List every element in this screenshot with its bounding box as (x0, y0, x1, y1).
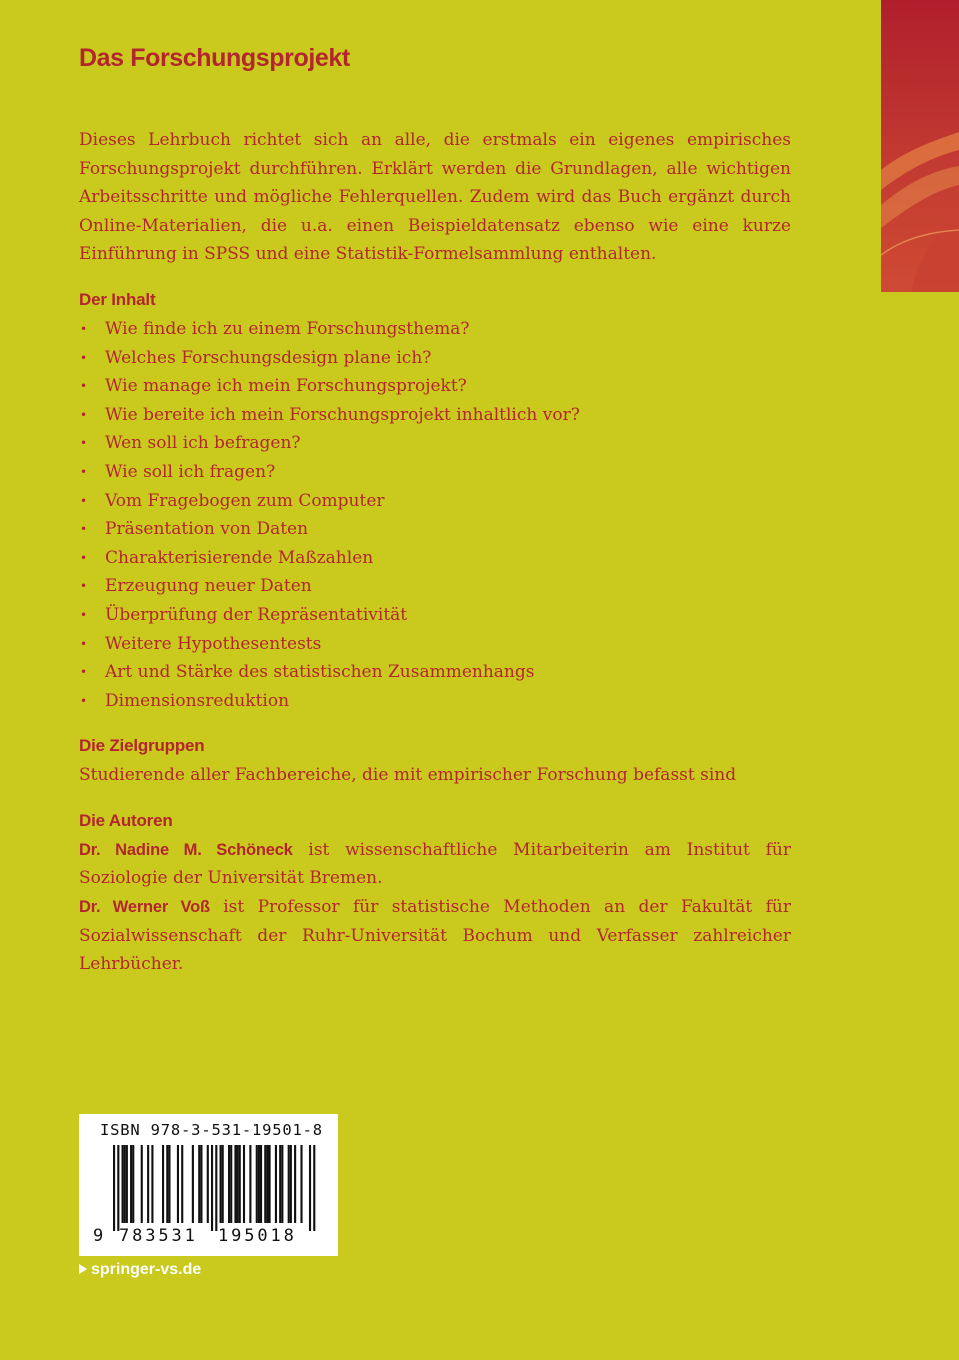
bullet-icon: • (80, 350, 88, 365)
author-voss-bio (79, 893, 791, 979)
barcode-bar (126, 1145, 128, 1223)
contents-list-item (79, 401, 791, 430)
bullet-icon: • (80, 693, 88, 708)
contents-list-item (79, 344, 791, 373)
contents-item-text: Überprüfung der Repräsentativität (105, 604, 408, 625)
barcode-bar (198, 1145, 200, 1223)
barcode-bar (266, 1145, 268, 1223)
barcode-bar (294, 1145, 296, 1223)
contents-list-item (79, 630, 791, 659)
bullet-icon: • (80, 379, 88, 394)
contents-list-item (79, 429, 791, 458)
author-schoeneck-name: Dr. Nadine M. Schöneck (79, 840, 293, 859)
contents-list (79, 315, 791, 715)
barcode-bar (260, 1145, 262, 1223)
decorative-corner-graphic (881, 0, 959, 292)
author-schoeneck-text: ist wissenschaftliche Mitarbeiterin am Institut für Soziologie der Universität Bremen. (79, 839, 791, 889)
barcode-bar (168, 1145, 170, 1223)
contents-item-text: Vom Fragebogen zum Computer (105, 490, 385, 511)
contents-list-item (79, 515, 791, 544)
contents-list-item (79, 487, 791, 516)
barcode-bar (309, 1145, 311, 1231)
arrow-right-icon (79, 1264, 87, 1274)
contents-list-item (79, 572, 791, 601)
publisher-link-label: springer-vs.de (91, 1261, 202, 1278)
contents-list-item (79, 658, 791, 687)
page-title: Das Forschungsprojekt (79, 44, 350, 72)
barcode-bar (181, 1145, 183, 1223)
author-voss-text: ist Professor für statistische Methoden an der Fakultät für Sozialwissenschaft der Ruhr-Universität Bochum und Verfasser zahlreicher Lehrbücher. (79, 897, 791, 975)
isbn-number: ISBN 978-3-531-19501-8 (100, 1121, 323, 1139)
contents-item-text: Wen soll ich befragen? (105, 433, 301, 454)
authors-heading: Die Autoren (79, 810, 173, 830)
barcode-bar (268, 1145, 270, 1223)
barcode-bar (132, 1145, 134, 1223)
contents-item-text: Art und Stärke des statistischen Zusammenhangs (105, 662, 535, 683)
ean-left-digits: 783531 (119, 1226, 198, 1246)
barcode-bar (192, 1145, 194, 1223)
contents-item-text: Erzeugung neuer Daten (105, 576, 312, 597)
bullet-icon: • (80, 579, 88, 594)
barcode-bar (113, 1145, 115, 1231)
ean-first-digit: 9 (93, 1226, 104, 1246)
contents-item-text: Weitere Hypothesentests (105, 633, 322, 654)
target-groups-heading: Die Zielgruppen (79, 736, 205, 756)
barcode-bar (237, 1145, 239, 1223)
barcode-bar (228, 1145, 230, 1223)
contents-item-text: Dimensionsreduktion (105, 690, 290, 711)
barcode-bar (124, 1145, 126, 1223)
target-groups-text: Studierende aller Fachbereiche, die mit empirischer Forschung befasst sind (79, 765, 737, 786)
contents-item-text: Wie bereite ich mein Forschungsprojekt inhaltlich vor? (105, 404, 580, 425)
barcode-bar (230, 1145, 232, 1223)
bullet-icon: • (80, 636, 88, 651)
barcode-bar (117, 1145, 119, 1231)
bullet-icon: • (80, 522, 88, 537)
bullet-icon: • (80, 321, 88, 336)
barcode-bar (215, 1145, 217, 1231)
corner-swoosh-graphic (881, 0, 959, 292)
barcode-bar (281, 1145, 283, 1223)
barcode-bar (300, 1145, 302, 1223)
contents-item-text: Wie manage ich mein Forschungsprojekt? (105, 376, 467, 397)
barcode-bar (211, 1145, 213, 1231)
barcode-bar (141, 1145, 143, 1223)
contents-heading: Der Inhalt (79, 289, 156, 309)
ean-right-digits: 195018 (218, 1226, 297, 1246)
contents-item-text: Charakterisierende Maßzahlen (105, 547, 374, 568)
bullet-icon: • (80, 550, 88, 565)
contents-list-item (79, 687, 791, 716)
contents-list-item (79, 601, 791, 630)
barcode-bar (279, 1145, 281, 1223)
barcode-bar (264, 1145, 266, 1223)
bullet-icon: • (80, 407, 88, 422)
contents-item-text: Wie soll ich fragen? (105, 461, 276, 482)
barcode-bar (288, 1145, 290, 1223)
publisher-link[interactable] (79, 1261, 201, 1279)
barcode-bar (239, 1145, 241, 1223)
barcode-bar (256, 1145, 258, 1223)
contents-item-text: Präsentation von Daten (105, 519, 309, 540)
barcode-bar (122, 1145, 124, 1223)
barcode-bar (234, 1145, 236, 1223)
barcode-bar (222, 1145, 224, 1223)
barcode-bar (147, 1145, 149, 1223)
contents-item-text: Welches Forschungsdesign plane ich? (105, 347, 432, 368)
back-cover-text (79, 40, 791, 979)
intro-paragraph: Dieses Lehrbuch richtet sich an alle, die erstmals ein eigenes empirisches Forschungsprojekt durchführen. Erklärt werden die Grundlagen, alle wichtigen Arbeitsschritte und mögliche Fehlerquellen. Zudem wird das Buch ergänzt durch Online-Materialien, die u.a. einen Beispieldatensatz ebenso wie eine kurze Einführung in SPSS und eine Statistik-Formelsammlung enthalten. (79, 130, 791, 265)
bullet-icon: • (80, 436, 88, 451)
contents-list-item (79, 458, 791, 487)
barcode-bar (151, 1145, 153, 1223)
contents-list-item (79, 372, 791, 401)
author-schoeneck-bio (79, 836, 791, 893)
barcode-bar (313, 1145, 315, 1231)
barcode-bar (243, 1145, 245, 1223)
barcode-bar (258, 1145, 260, 1223)
barcode-bar (177, 1145, 179, 1223)
contents-item-text: Wie finde ich zu einem Forschungsthema? (105, 318, 470, 339)
author-voss-name: Dr. Werner Voß (79, 898, 210, 917)
barcode-bar (275, 1145, 277, 1223)
contents-list-item (79, 315, 791, 344)
bullet-icon: • (80, 493, 88, 508)
bullet-icon: • (80, 665, 88, 680)
bullet-icon: • (80, 464, 88, 479)
barcode-bar (249, 1145, 251, 1223)
barcode-bar (162, 1145, 164, 1223)
bullet-icon: • (80, 607, 88, 622)
isbn-barcode (79, 1114, 338, 1256)
contents-list-item (79, 544, 791, 573)
barcode-bar (220, 1145, 222, 1223)
barcode-bar (130, 1145, 132, 1223)
barcode-bars (79, 1114, 338, 1256)
barcode-bar (200, 1145, 202, 1223)
barcode-bar (207, 1145, 209, 1223)
barcode-bar (166, 1145, 168, 1223)
barcode-bar (290, 1145, 292, 1223)
